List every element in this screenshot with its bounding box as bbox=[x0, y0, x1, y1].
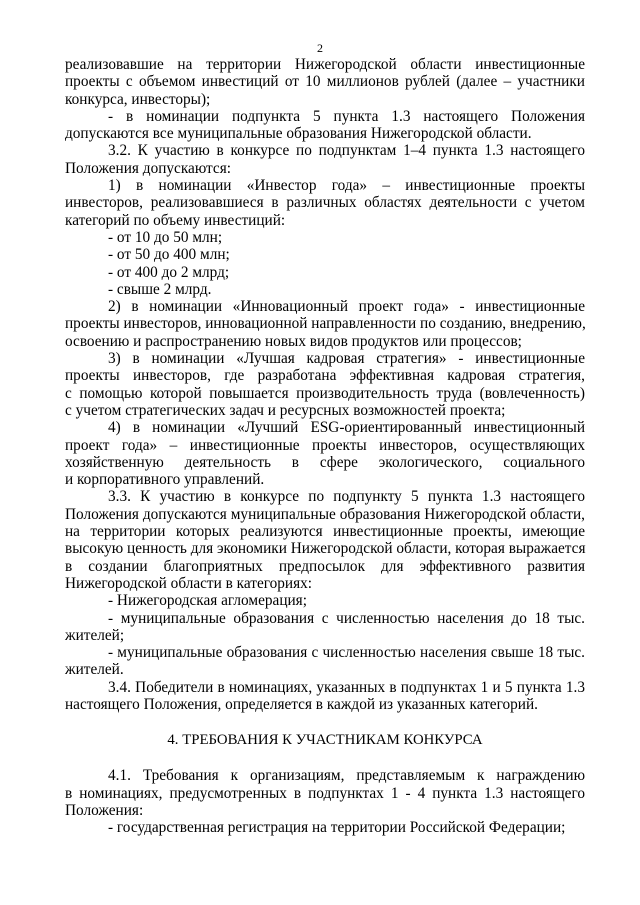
text-line: допускаются все муниципальные образования Нижегородской области. bbox=[65, 125, 532, 143]
text-line: с учетом стратегических задач и ресурсных возможностей проекта; bbox=[65, 401, 506, 419]
text-line: 4) в номинации «Лучший ESG-ориентированный инвестиционный bbox=[108, 419, 585, 437]
text-line: проекты с объемом инвестиций от 10 миллионов рублей (далее – участники bbox=[65, 73, 585, 91]
text-line: 3) в номинации «Лучшая кадровая стратегия» - инвестиционные bbox=[108, 350, 585, 368]
text-line: 4.1. Требования к организациям, представляемым к награждению bbox=[108, 767, 585, 785]
text-line: Положения допускаются: bbox=[65, 159, 232, 177]
text-line: с помощью которой повышается производительность труда (вовлеченность) bbox=[65, 384, 585, 402]
text-line: хозяйственную деятельность в сфере экологического, социального bbox=[65, 453, 585, 471]
section-heading: 4. ТРЕБОВАНИЯ К УЧАСТНИКАМ КОНКУРСА bbox=[167, 732, 483, 749]
text-line: конкурса, инвесторы); bbox=[65, 90, 211, 108]
text-line: 1) в номинации «Инвестор года» – инвестиционные проекты bbox=[108, 177, 585, 195]
text-line: жителей; bbox=[65, 626, 125, 644]
text-line: 3.2. К участию в конкурсе по подпунктам 1–4 пункта 1.3 настоящего bbox=[108, 142, 585, 160]
text-line: Положения допускаются муниципальные образования Нижегородской области, bbox=[65, 505, 585, 523]
text-line: реализовавшие на территории Нижегородской области инвестиционные bbox=[65, 56, 585, 73]
list-item: - государственная регистрация на территории Российской Федерации; bbox=[108, 819, 566, 837]
text-line: 3.4. Победители в номинациях, указанных в подпунктах 1 и 5 пункта 1.3 bbox=[108, 678, 585, 696]
text-line: в номинациях, предусмотренных в подпунктах 1 - 4 пункта 1.3 настоящего bbox=[65, 784, 585, 802]
text-line: Положения: bbox=[65, 801, 144, 819]
text-line: освоению и распространению новых видов продуктов или процессов; bbox=[65, 332, 522, 350]
list-item: - муниципальные образования с численностью населения до 18 тыс. bbox=[108, 609, 585, 627]
text-line: - в номинации подпункта 5 пункта 1.3 настоящего Положения bbox=[108, 107, 585, 125]
text-line: Нижегородской области в категориях: bbox=[65, 574, 313, 592]
page-number: 2 bbox=[317, 41, 323, 55]
text-line: инвесторов, реализовавшиеся в различных областях деятельности с учетом bbox=[65, 194, 585, 212]
text-line: высокую ценность для экономики Нижегородской области, которая выражается bbox=[65, 540, 586, 558]
text-line: на территории которых реализуются инвестиционные проекты, имеющие bbox=[65, 523, 585, 541]
text-line: категорий по объему инвестиций: bbox=[65, 211, 286, 229]
text-line: настоящего Положения, определяется в каждой из указанных категорий. bbox=[65, 695, 538, 713]
list-item: - от 10 до 50 млн; bbox=[108, 228, 223, 246]
list-item: - Нижегородская агломерация; bbox=[108, 592, 307, 610]
text-line: и корпоративного управлений. bbox=[65, 471, 265, 489]
list-item: - муниципальные образования с численностью населения свыше 18 тыс. bbox=[108, 644, 585, 662]
list-item: - от 50 до 400 млн; bbox=[108, 246, 230, 264]
document-body bbox=[65, 56, 585, 836]
text-line: проект года» – инвестиционные проекты инвесторов, осуществляющих bbox=[65, 436, 585, 454]
list-item: - свыше 2 млрд. bbox=[108, 280, 212, 298]
text-line: 2) в номинации «Инновационный проект года» - инвестиционные bbox=[108, 298, 585, 316]
text-line: 3.3. К участию в конкурсе по подпункту 5 пункта 1.3 настоящего bbox=[108, 488, 585, 506]
text-line: жителей. bbox=[65, 661, 124, 679]
list-item: - от 400 до 2 млрд; bbox=[108, 263, 230, 281]
text-line: проекты инвесторов, где разработана эффективная кадровая стратегия, bbox=[65, 367, 585, 385]
text-line: проекты инвесторов, инновационной направленности по созданию, внедрению, bbox=[65, 315, 586, 333]
text-line: в создании благоприятных предпосылок для эффективного развития bbox=[65, 557, 585, 575]
